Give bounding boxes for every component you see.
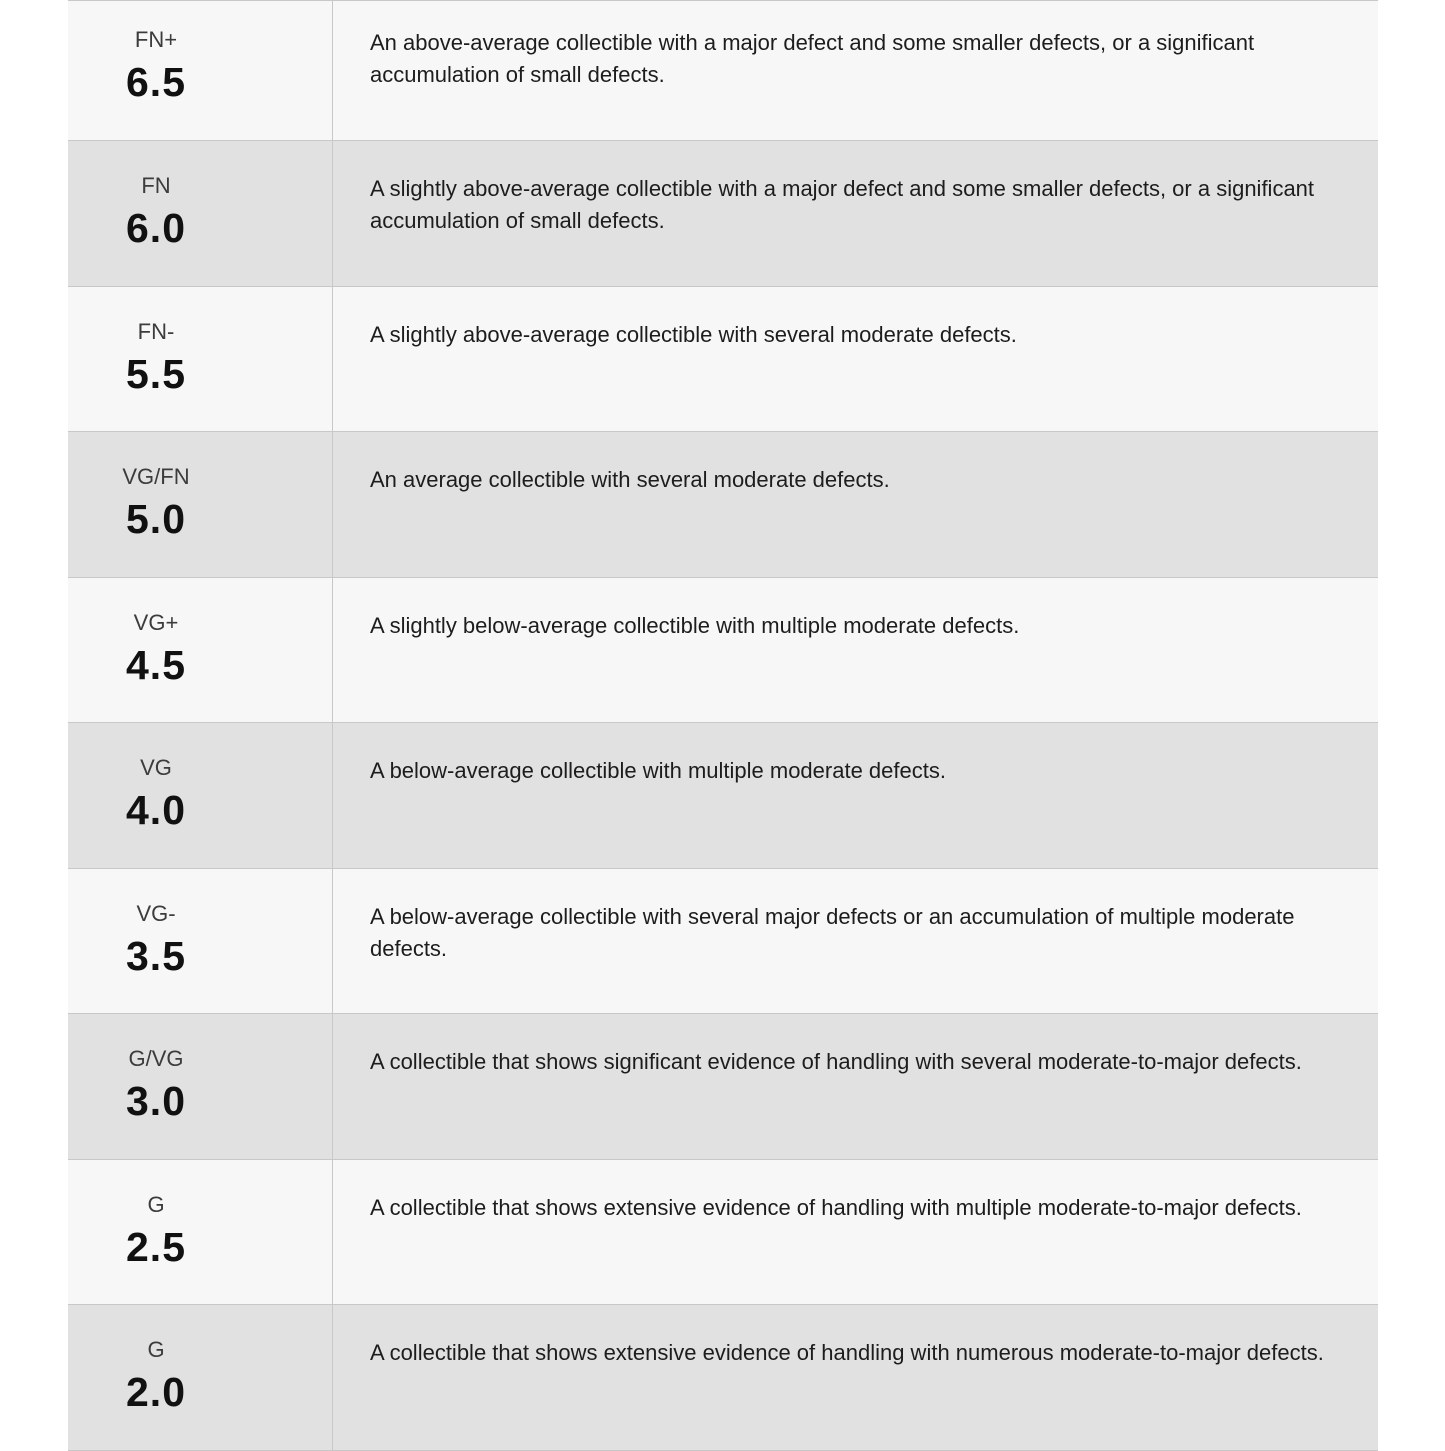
table-row [68,141,1378,287]
grade-description: A slightly below-average collectible with multiple moderate defects. [370,612,1020,638]
table-row [68,1305,1378,1451]
grade-number: 5.5 [126,350,186,397]
table-row [68,287,1378,433]
grade-abbreviation: FN [141,173,171,198]
grade-cell [68,432,333,577]
grade-abbreviation: VG+ [133,609,179,635]
grade-number: 6.0 [126,205,186,251]
grade-description: A below-average collectible with multiple moderate defects. [370,758,946,783]
table-row [68,869,1378,1015]
table-row [68,432,1378,578]
grade-abbreviation: G/VG [128,1046,184,1071]
grade-abbreviation: G [147,1191,165,1217]
grade-number: 6.5 [126,59,186,105]
grade-number: 5.0 [126,496,186,542]
grade-abbreviation: FN- [137,318,175,344]
grading-scale-table [68,0,1378,1451]
grade-cell [68,141,333,286]
grade-number: 2.0 [126,1369,186,1415]
grade-number: 2.5 [126,1223,186,1270]
grade-description: An average collectible with several moderate defects. [370,467,890,492]
table-row [68,723,1378,869]
grade-cell [68,869,333,1014]
grade-number: 3.5 [126,932,186,979]
grade-description: A collectible that shows significant evidence of handling with several moderate-to-major defects. [370,1049,1302,1074]
grade-abbreviation: VG [140,755,172,780]
grade-cell [68,1305,333,1450]
grade-cell [68,1014,333,1159]
grade-abbreviation: FN+ [134,27,178,52]
grade-abbreviation: VG- [136,900,176,926]
grade-cell [68,1,333,140]
grade-description: An above-average collectible with a major defect and some smaller defects, or a significant accumulation of small defects. [370,30,1255,87]
table-row [68,1014,1378,1160]
grade-description: A slightly above-average collectible with several moderate defects. [370,321,1017,347]
grade-number: 4.0 [126,787,186,833]
grade-abbreviation: G [147,1337,165,1362]
grade-description: A collectible that shows extensive evidence of handling with numerous moderate-to-major defects. [370,1340,1324,1365]
grade-number: 3.0 [126,1078,186,1124]
grade-cell [68,1160,333,1305]
grade-description: A below-average collectible with several major defects or an accumulation of multiple moderate defects. [370,903,1295,961]
grade-description: A slightly above-average collectible with a major defect and some smaller defects, or a significant accumulation of small defects. [370,176,1315,233]
table-row [68,1,1378,141]
table-row [68,1160,1378,1306]
grade-description: A collectible that shows extensive evidence of handling with multiple moderate-to-major defects. [370,1194,1302,1220]
grade-cell [68,723,333,868]
grade-abbreviation: VG/FN [122,464,190,489]
grade-cell [68,578,333,723]
grade-cell [68,287,333,432]
table-row [68,578,1378,724]
grade-number: 4.5 [126,641,186,688]
